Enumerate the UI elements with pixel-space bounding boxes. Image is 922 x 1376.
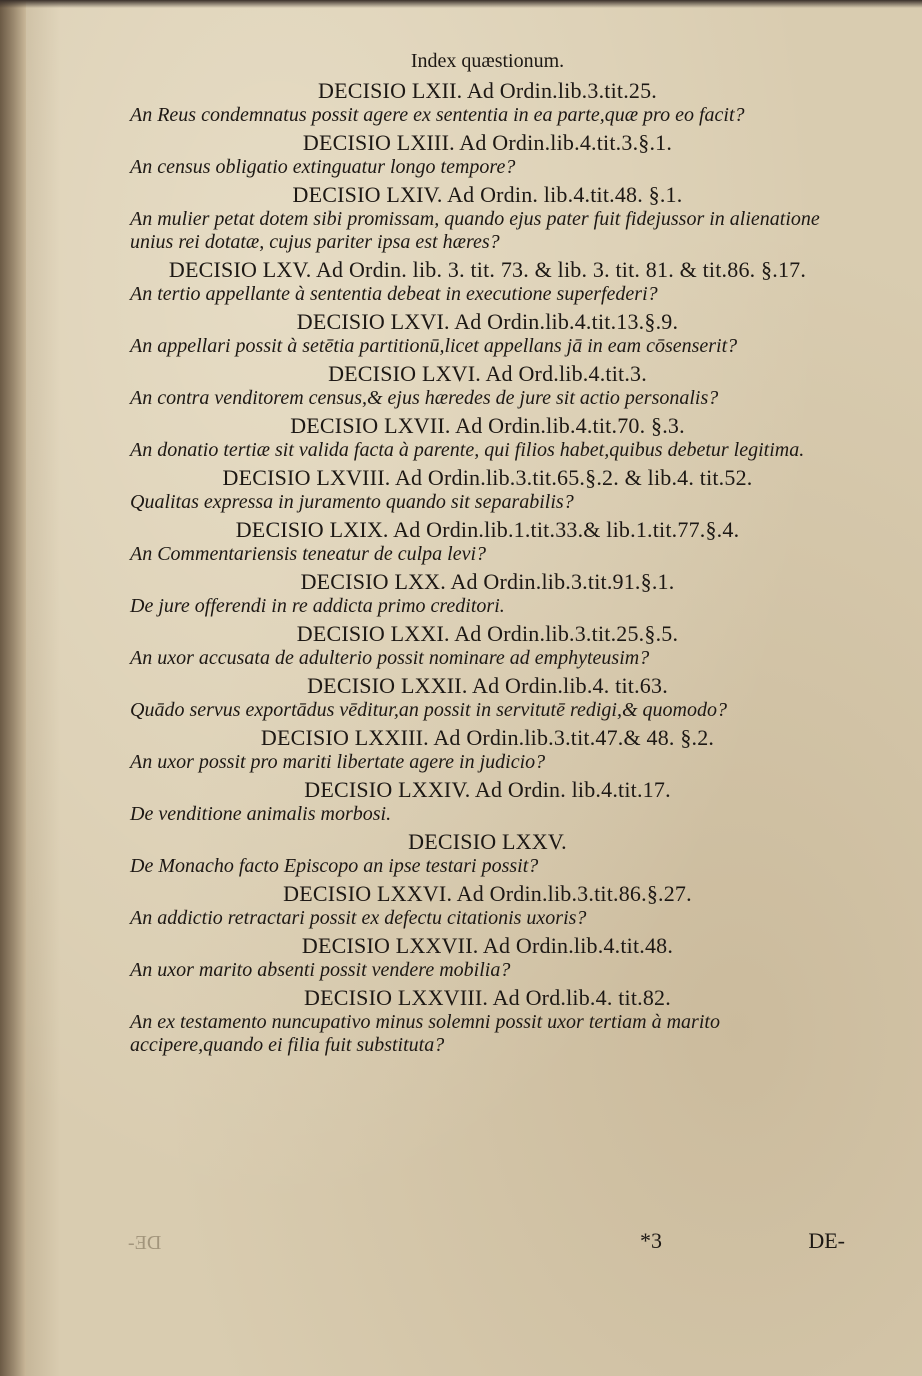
index-entry [130,984,845,1057]
question-text: Qualitas expressa in juramento quando sit separabilis? [130,491,574,513]
index-entry [130,308,845,358]
index-entry [130,828,845,878]
entry-list [130,77,845,1057]
decisio-heading: DECISIO LXIII. Ad Ordin.lib.4.tit.3.§.1. [302,130,673,155]
index-entry [130,932,845,982]
question-text: An tertio appellante à sententia debeat in executione superfederi? [130,283,658,305]
question-text: An uxor marito absenti possit vendere mobilia? [130,959,511,981]
decisio-heading: DECISIO LXXVII. Ad Ordin.lib.4.tit.48. [301,933,674,958]
catchword: DE- [808,1228,845,1253]
decisio-heading: DECISIO LXXV. [408,829,567,854]
question-text: An mulier petat dotem sibi promissam, quando ejus pater fuit fidejussor in alienatione unius rei dotatæ, cujus pariter ipsa est hæres? [130,208,820,253]
decisio-heading: DECISIO LXIV. Ad Ordin. lib.4.tit.48. §.1. [292,182,683,207]
running-head: Index quæstionum. [410,50,565,72]
decisio-heading: DECISIO LXX. Ad Ordin.lib.3.tit.91.§.1. [300,569,675,594]
index-entry [130,568,845,618]
signature-mark: *3 [640,1228,662,1253]
decisio-heading: DECISIO LXXVIII. Ad Ord.lib.4. tit.82. [304,985,671,1010]
index-entry [130,181,845,254]
question-text: Quādo servus exportādus vēditur,an possit in servitutē redigi,& quomodo? [130,699,727,721]
decisio-heading: DECISIO LXV. Ad Ordin. lib. 3. tit. 73. & lib. 3. tit. 81. & tit.86. §.17. [168,257,807,282]
index-entry [130,77,845,127]
question-text: An ex testamento nuncupativo minus solemni possit uxor tertiam à marito accipere,quando ei filia fuit substituta? [130,1011,720,1056]
decisio-heading: DECISIO LXXIV. Ad Ordin. lib.4.tit.17. [304,777,671,802]
index-entry [130,464,845,514]
index-entry [130,776,845,826]
question-text: An Reus condemnatus possit agere ex sententia in ea parte,quæ pro eo facit? [130,104,745,126]
question-text: De venditione animalis morbosi. [130,803,392,825]
question-text: An census obligatio extinguatur longo tempore? [130,156,516,178]
index-content [130,50,845,1240]
index-entry [130,620,845,670]
question-text: An uxor possit pro mariti libertate agere in judicio? [130,751,546,773]
question-text: An donatio tertiæ sit valida facta à parente, qui filios habet,quibus debetur legitima. [130,439,805,461]
decisio-heading: DECISIO LXXII. Ad Ordin.lib.4. tit.63. [307,673,668,698]
index-entry [130,129,845,179]
index-entry [130,672,845,722]
decisio-heading: DECISIO LXVI. Ad Ord.lib.4.tit.3. [328,361,647,386]
decisio-heading: DECISIO LXVII. Ad Ordin.lib.4.tit.70. §.3. [290,413,685,438]
index-entry [130,880,845,930]
decisio-heading: DECISIO LXXIII. Ad Ordin.lib.3.tit.47.& 48. §.2. [260,725,715,750]
index-entry [130,516,845,566]
decisio-heading: DECISIO LXVI. Ad Ordin.lib.4.tit.13.§.9. [296,309,679,334]
question-text: An appellari possit à setētia partitionū,licet appellans jā in eam cōsenserit? [130,335,738,357]
index-entry [130,256,845,306]
decisio-heading: DECISIO LXVIII. Ad Ordin.lib.3.tit.65.§.2. & lib.4. tit.52. [222,465,753,490]
decisio-heading: DECISIO LXIX. Ad Ordin.lib.1.tit.33.& lib.1.tit.77.§.4. [235,517,740,542]
page-top-shadow [0,0,922,8]
question-text: An contra venditorem census,& ejus hæredes de jure sit actio personalis? [130,387,719,409]
page-footer [130,1228,845,1264]
decisio-heading: DECISIO LXXI. Ad Ordin.lib.3.tit.25.§.5. [296,621,679,646]
question-text: An addictio retractari possit ex defectu citationis uxoris? [130,907,587,929]
bleed-through-text: DE- [128,1232,162,1254]
question-text: De Monacho facto Episcopo an ipse testari possit? [130,855,539,877]
decisio-heading: DECISIO LXXVI. Ad Ordin.lib.3.tit.86.§.27. [283,881,692,906]
question-text: An Commentariensis teneatur de culpa levi? [130,543,487,565]
book-binding-edge [0,0,26,1376]
index-entry [130,412,845,462]
question-text: An uxor accusata de adulterio possit nominare ad emphyteusim? [130,647,650,669]
index-entry [130,724,845,774]
question-text: De jure offerendi in re addicta primo creditori. [130,595,505,617]
index-entry [130,360,845,410]
decisio-heading: DECISIO LXII. Ad Ordin.lib.3.tit.25. [317,78,657,103]
